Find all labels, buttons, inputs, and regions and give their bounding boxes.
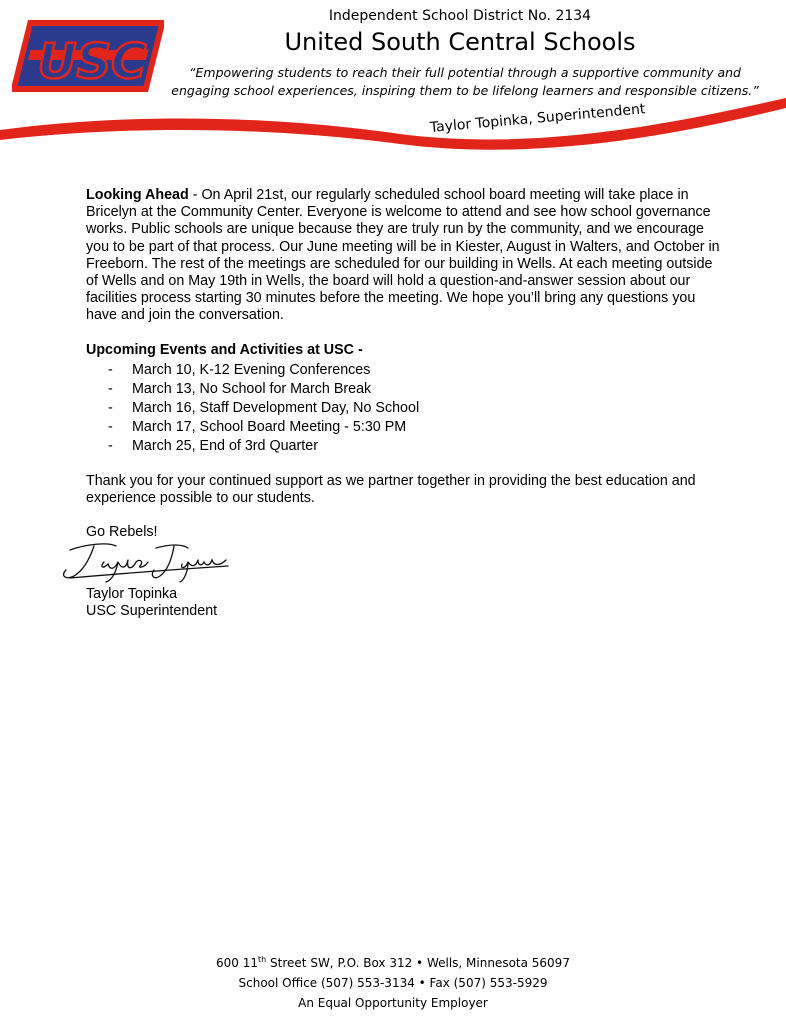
district-name: Independent School District No. 2134 (328, 8, 592, 24)
list-item: - March 25, End of 3rd Quarter (86, 437, 726, 456)
usc-logo (12, 12, 164, 102)
signature-name: Taylor Topinka (86, 586, 178, 602)
motto-line-2: engaging school experiences, inspiring them to be lifelong learners and responsible citizens.” (171, 83, 759, 98)
footer (150, 950, 636, 1013)
list-item: - March 17, School Board Meeting - 5:30 PM (86, 418, 726, 437)
list-item: - March 16, Staff Development Day, No School (86, 399, 726, 418)
header-red-swoosh (0, 92, 786, 162)
footer-address (150, 950, 636, 973)
thank-you-paragraph: Thank you for your continued support as we partner together in providing the best education and experience possible to our students. (86, 472, 696, 507)
signature-block (86, 586, 217, 620)
looking-ahead-label: Looking Ahead (86, 187, 189, 203)
address-street: Street SW, P.O. Box 312 • Wells, Minnesota 56097 (266, 956, 570, 970)
events-heading: Upcoming Events and Activities at USC - (86, 341, 363, 358)
list-item: - March 13, No School for March Break (86, 380, 726, 399)
letter-body (86, 187, 726, 541)
address-suffix: th (258, 955, 267, 964)
looking-ahead-paragraph (86, 187, 726, 325)
footer-phone: School Office (507) 553-3134 • Fax (507) 553-5929 (238, 976, 548, 990)
events-list (86, 361, 726, 456)
looking-ahead-text: - On April 21st, our regularly scheduled school board meeting will take place in Bricelyn at the Community Center. Everyone is welcome to attend and see how school governance works. Public schools are unique because they are truly run by the community, and we encourage you to be part of that process. Our June meeting will be in Kiester, August in Walters, and October in Freeborn. The rest of the meetings are scheduled for our building in Wells. At each meeting outside of Wells and on May 19th in Wells, the board will hold a question-and-answer session about our facilities process starting 30 minutes before the meeting. We hope you’ll bring any questions you have and join the conversation. (86, 187, 720, 324)
signature-title: USC Superintendent (86, 603, 218, 619)
superintendent-line: Taylor Topinka, Superintendent (429, 101, 646, 136)
handwritten-signature (56, 536, 236, 584)
logo-text: USC (37, 34, 147, 90)
motto-line-1: “Empowering students to reach their full potential through a supportive community and (189, 65, 741, 80)
closing-line: Go Rebels! (86, 524, 158, 541)
school-name: United South Central Schools (284, 28, 636, 56)
footer-eoe: An Equal Opportunity Employer (298, 996, 488, 1010)
address-number: 600 11 (216, 956, 259, 970)
list-item: - March 10, K-12 Evening Conferences (86, 361, 726, 380)
